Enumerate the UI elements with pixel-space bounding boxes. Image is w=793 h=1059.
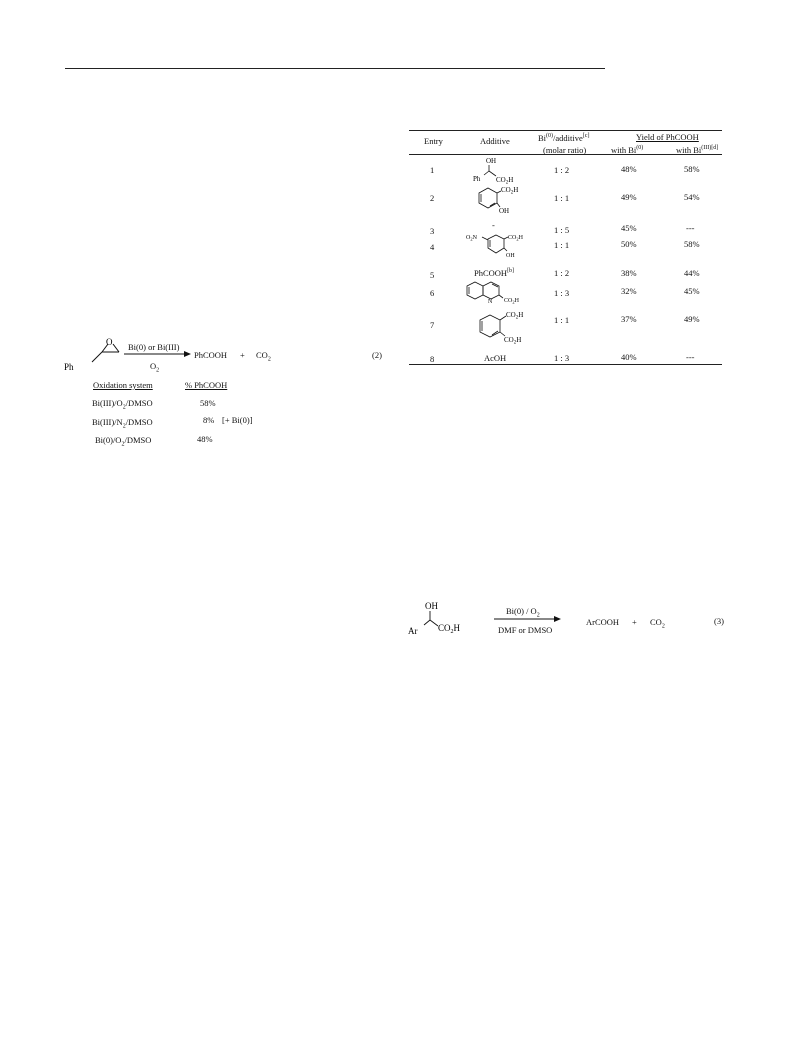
salicylic-acid-structure (468, 183, 534, 217)
bi3-yield-5: 44% (684, 268, 700, 278)
ratio-5: 1 : 2 (554, 268, 570, 278)
entry-2: 2 (430, 193, 435, 203)
yield-header: % PhCOOH (185, 380, 228, 390)
ratio-1: 1 : 2 (554, 165, 570, 175)
scheme2-product2: $CO_2$ (256, 350, 271, 363)
bi3-yield-7: 49% (684, 314, 700, 324)
mandelic-acid-structure (470, 155, 532, 185)
note-row-2: [+ Bi(0)] (222, 415, 253, 425)
bi0-yield-5: 38% (621, 268, 637, 278)
scheme2-catalyst: Bi(0) or Bi(III) (128, 342, 180, 352)
svg-text:N: N (488, 299, 493, 305)
scheme2-plus: + (240, 350, 245, 360)
ratio-7: 1 : 1 (554, 315, 570, 325)
scheme2-product1: PhCOOH (194, 350, 228, 360)
svg-text:CO2H: $CO_2H$ (496, 176, 514, 185)
col-ratio-line1: Bi$^{(0)}$/additive[c] (538, 133, 590, 143)
scheme3-number: (3) (714, 616, 724, 626)
col-entry: Entry (424, 136, 443, 146)
svg-text:Ar: Ar (408, 626, 418, 636)
col-with-bi0: with Bi$^{(0)}$ (611, 145, 644, 155)
bi0-yield-6: 32% (621, 286, 637, 296)
svg-text:CO2H: $CO_2H$ (504, 336, 522, 346)
additive-5: PhCOOH[b] (474, 268, 515, 278)
bi3-yield-2: 54% (684, 192, 700, 202)
svg-text:O2N: $O_2N$ (466, 235, 477, 242)
bi3-yield-8: --- (686, 352, 695, 362)
col-additive: Additive (480, 136, 510, 146)
entry-6: 6 (430, 288, 435, 298)
reaction-arrow (124, 350, 192, 358)
ratio-4: 1 : 1 (554, 240, 570, 250)
bi0-yield-4: 50% (621, 239, 637, 249)
svg-text:Ph: Ph (473, 175, 481, 183)
ratio-6: 1 : 3 (554, 288, 570, 298)
bi0-yield-7: 37% (621, 314, 637, 324)
oxidation-system-header: Oxidation system (93, 380, 153, 390)
scheme2-number: (2) (372, 350, 382, 360)
table-header-rule (409, 154, 722, 155)
bi3-yield-3: --- (686, 223, 695, 233)
col-with-bi3: with $Bi^{(III)[d]}$ (676, 145, 719, 155)
entry-3: 3 (430, 226, 435, 236)
header-rule (65, 68, 605, 69)
ratio-8: 1 : 3 (554, 353, 570, 363)
bi0-yield-2: 49% (621, 192, 637, 202)
bi0-yield-1: 48% (621, 164, 637, 174)
scheme3-catalyst: $Bi(0) / O_2$ (506, 606, 540, 619)
quinoline-acid-structure (462, 278, 542, 306)
svg-text:CO2H: $CO_2H$ (501, 186, 519, 196)
table-bottom-rule (409, 364, 722, 365)
ratio-3: 1 : 5 (554, 225, 570, 235)
svg-text:OH: OH (506, 253, 515, 259)
entry-1: 1 (430, 165, 435, 175)
svg-text:CO2H: $CO_2H$ (506, 311, 524, 321)
scheme3-product1: ArCOOH (586, 617, 620, 627)
additive-3: - (492, 220, 495, 230)
svg-text:CO2H: $CO_2H$ (504, 298, 519, 305)
bi0-yield-3: 45% (621, 223, 637, 233)
svg-text:CO2H: $CO_2H$ (508, 235, 523, 242)
phthalic-acid-structure (464, 307, 538, 347)
additive-8: AcOH (484, 353, 507, 363)
col-yield-group: Yield of PhCOOH (636, 132, 699, 142)
yield-row-3: 48% (197, 434, 213, 444)
yield-row-1: 58% (200, 398, 216, 408)
entry-7: 7 (430, 320, 435, 330)
nitrosalicylic-acid-structure (466, 229, 538, 261)
svg-text:OH: OH (425, 601, 438, 611)
aryl-glycolic-acid-structure (400, 598, 472, 640)
system-row-3: $Bi(0)/O_2$/DMSO (95, 435, 152, 448)
system-row-2: $Bi(III)/N_2$/DMSO (92, 417, 153, 430)
bi3-yield-4: 58% (684, 239, 700, 249)
ratio-2: 1 : 1 (554, 193, 570, 203)
svg-text:OH: OH (486, 157, 497, 165)
bi3-yield-6: 45% (684, 286, 700, 296)
entry-5: 5 (430, 270, 435, 280)
svg-text:OH: OH (499, 207, 510, 215)
scheme3-solvent: DMF or DMSO (498, 625, 553, 635)
scheme3-product2: $CO_2$ (650, 617, 665, 630)
bi0-yield-8: 40% (621, 352, 637, 362)
entry-4: 4 (430, 242, 435, 252)
epoxide-oxygen: O (106, 338, 113, 347)
bi3-yield-1: 58% (684, 164, 700, 174)
table-top-rule (409, 130, 722, 131)
scheme3-plus: + (632, 617, 637, 627)
svg-text:CO2H: $CO_2H$ (438, 623, 461, 635)
entry-8: 8 (430, 354, 435, 364)
phenyl-label: Ph (64, 362, 74, 372)
scheme2-oxidant: $O_2$ (150, 361, 160, 374)
reaction-arrow-3 (494, 615, 562, 623)
yield-row-2: 8% (203, 415, 215, 425)
col-ratio-line2: (molar ratio) (543, 145, 587, 155)
system-row-1: $Bi(III)/O_2$/DMSO (92, 398, 153, 411)
